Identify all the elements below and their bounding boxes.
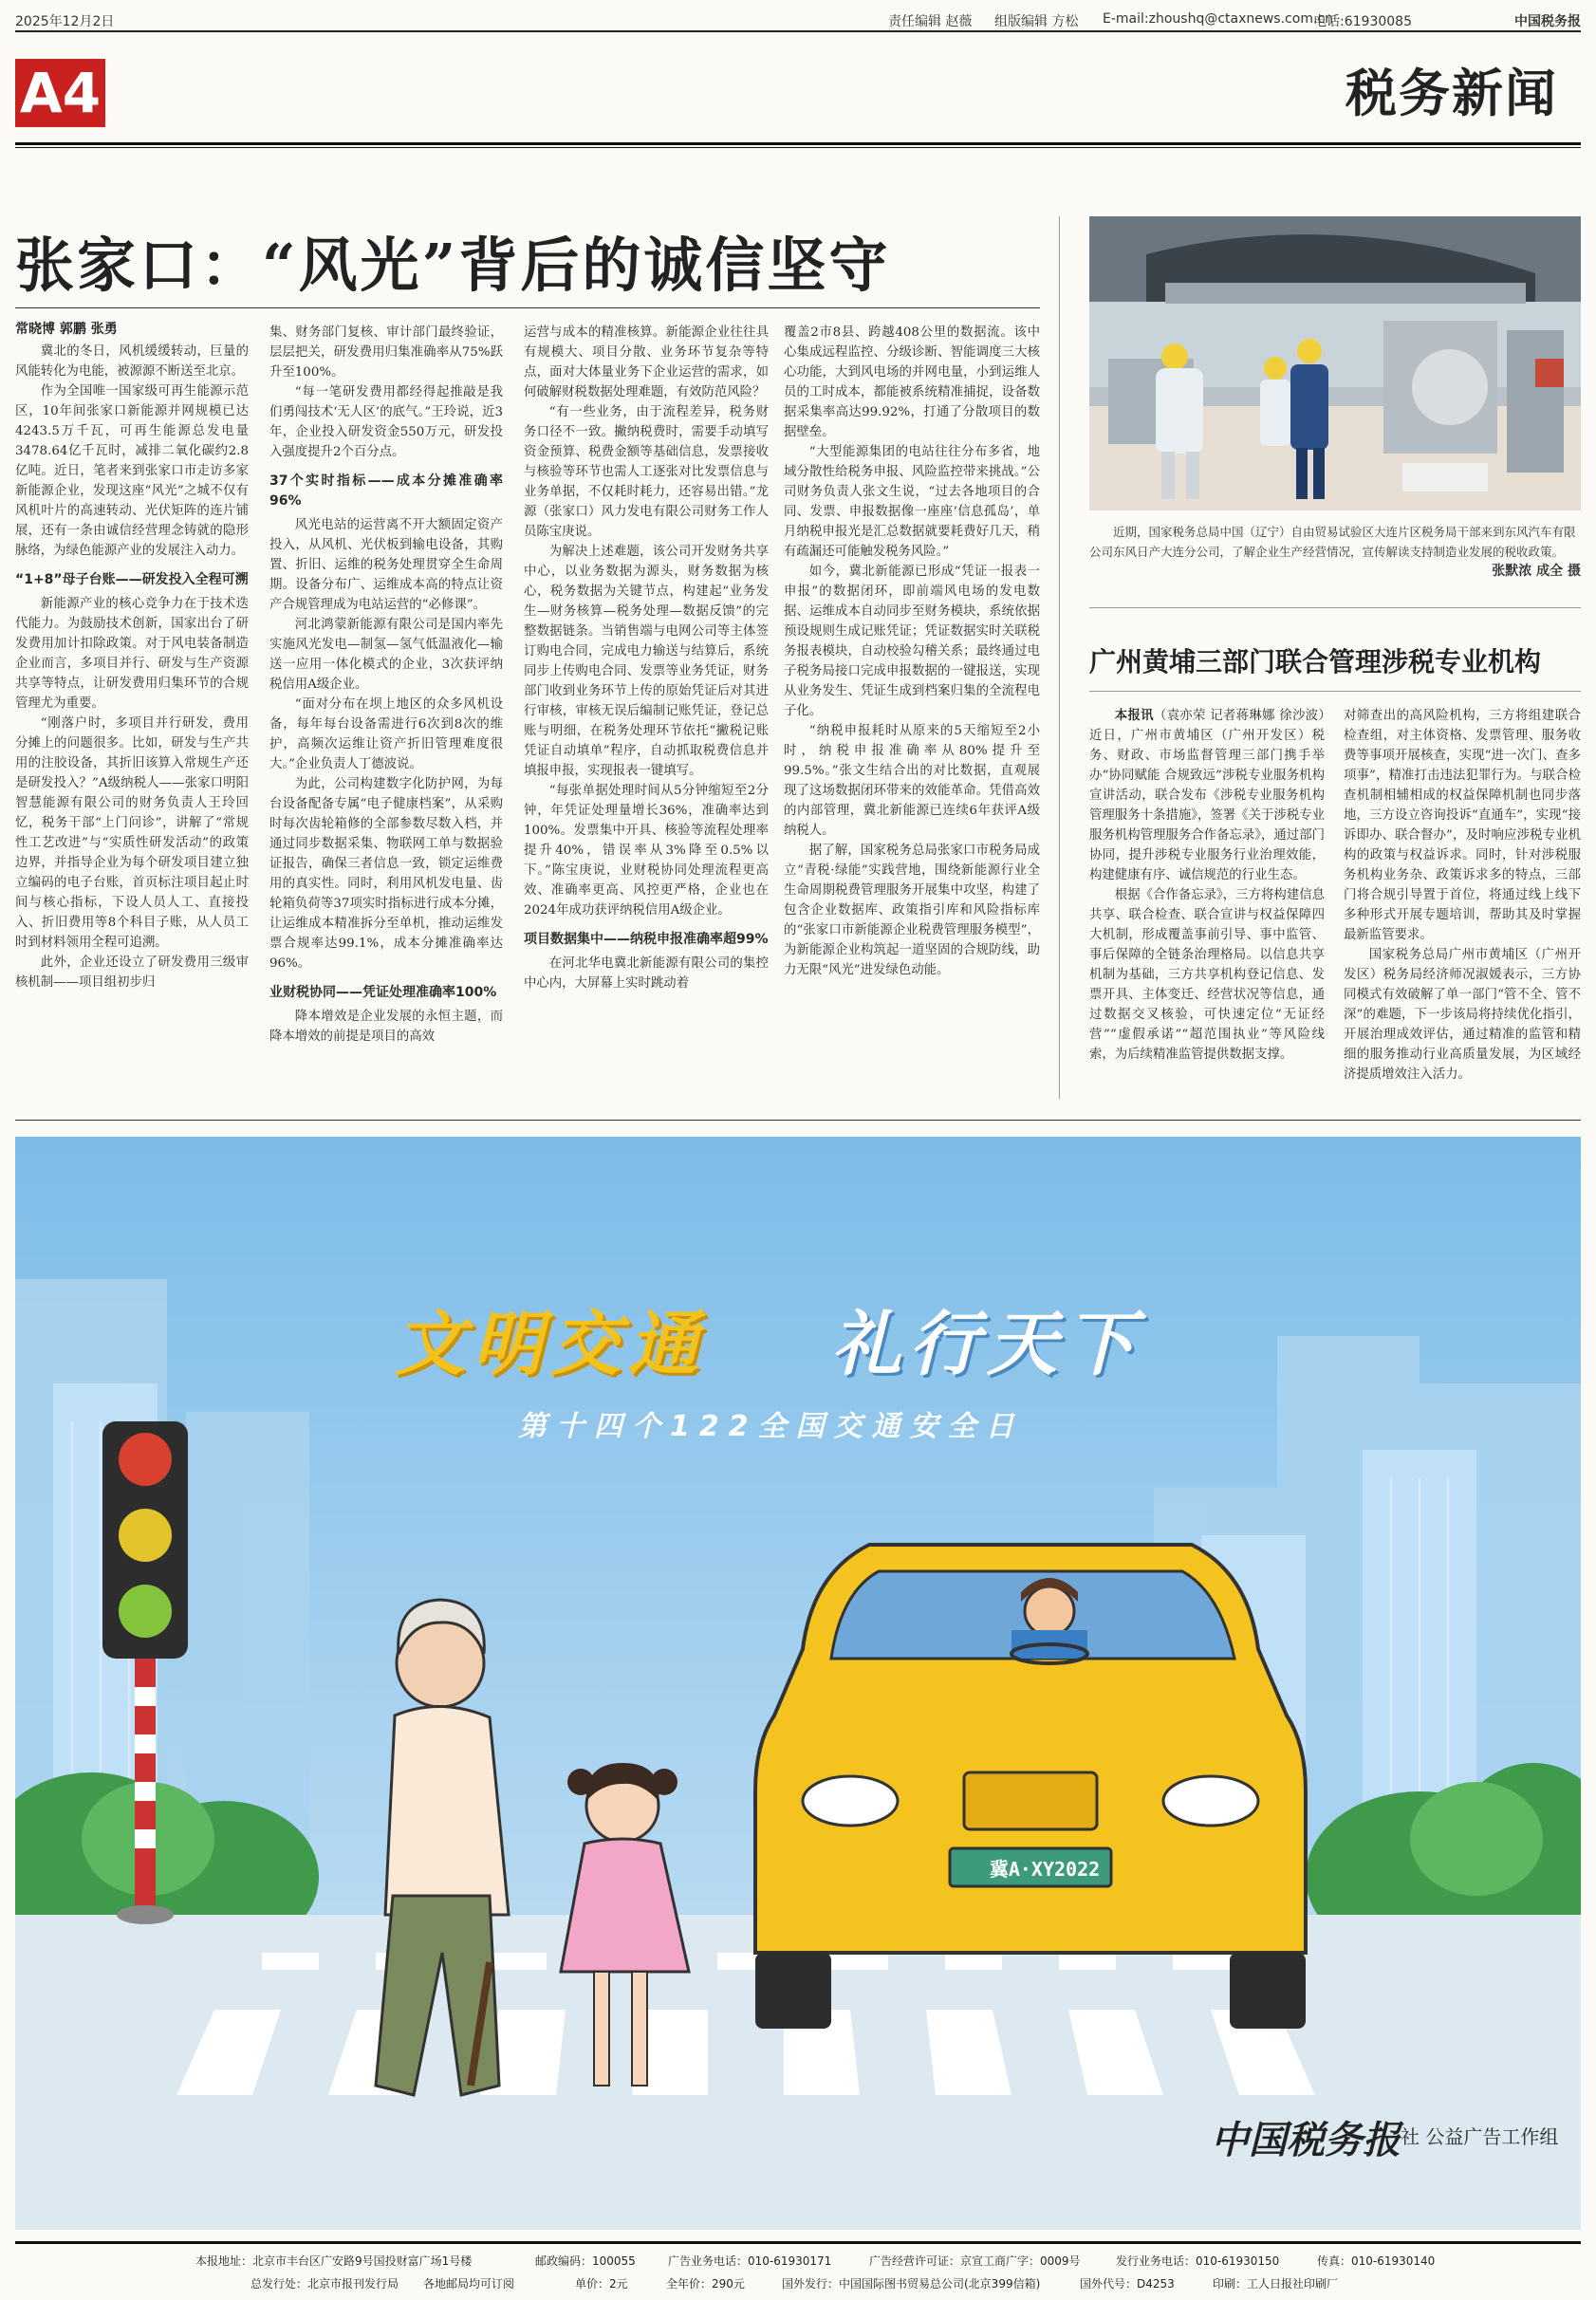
footer-printer: 印刷：工人日报社印刷厂 <box>1213 2277 1339 2291</box>
article-paragraph: 此外，企业还设立了研发费用三级审核机制——项目组初步归 <box>15 955 249 990</box>
footer-address: 本报地址：北京市丰台区广安路9号国投财富广场1号楼 <box>195 2254 473 2268</box>
subhead: 37个实时指标——成本分摊准确率96% <box>269 473 503 509</box>
photo-rule <box>1089 607 1581 608</box>
subhead: 业财税协同——凭证处理准确率100% <box>269 985 497 1000</box>
top-rule <box>15 30 1581 32</box>
photo-caption <box>1089 522 1581 582</box>
ad-title-b: 礼行天下 <box>831 1304 1142 1385</box>
footer-ad-phone: 广告业务电话：010-61930171 <box>668 2254 832 2268</box>
paper-name: 中国税务报 <box>1514 14 1581 29</box>
factory-photo-image <box>1089 216 1581 510</box>
article2-column-1 <box>1089 706 1325 1065</box>
news-photo <box>1089 216 1581 510</box>
article-column-1 <box>15 342 249 992</box>
article-paragraph: 集、财务部门复核、审计部门最终验证，层层把关，研发费用归集准确率从75%跃升至100%。 <box>269 325 503 380</box>
article2-para: 对筛查出的高风险机构，三方将组建联合检查组，对主体资格、发票管理、服务收费等事项开展核查，实现“进一次门、查多项事”，精准打击违法犯罪行为。与联合检查机制相辅相成的权益保障机制也同步落地，三方设立咨询投诉“直通车”，实现“接诉即办、联合督办”，及时响应涉税专业机构的政策与权益诉求。同时，针对涉税服务机构业务杂、政策诉求多的特点，三部门将合规引导置于首位，将通过线上线下多种形式开展专题培训，帮助其及时掌握最新监管要求。 <box>1344 709 1581 942</box>
article2-headline: 广州黄埔三部门联合管理涉税专业机构 <box>1089 646 1542 677</box>
page-number: A4 <box>15 59 105 127</box>
article-paragraph: 河北鸿蒙新能源有限公司是国内率先实施风光发电—制氢—氢气低温液化—输送一应用一体化模式的企业，3次获评纳税信用A级企业。 <box>269 618 503 692</box>
article-column-2 <box>269 323 503 1047</box>
footer-subscribe: 各地邮局均可订阅 <box>423 2277 515 2291</box>
ad-logo: 中国税务报 <box>1211 2118 1401 2162</box>
ad-top-rule <box>15 1120 1581 1121</box>
column-divider <box>1059 216 1060 1099</box>
photo-credit: 张默浓 成全 摄 <box>1492 564 1581 579</box>
article-byline: 常晓博 郭鹏 张勇 <box>15 322 118 337</box>
article-paragraph: 运营与成本的精准核算。新能源企业往往具有规模大、项目分散、业务环节复杂等特点，面对大体量业务下企业运营的需求，如何破解财税数据处理难题，有效防范风险？ <box>524 325 769 399</box>
article-column-4 <box>784 323 1040 980</box>
article-paragraph: 为此，公司构建数字化防护网，为每台设备配备专属“电子健康档案”，从采购时每次齿轮箱修的全部参数尽数入档，并通过同步数据采集、物联网工单与数据验证报告，确保三者信息一致，锁定运维费用的真实性。同时，利用风机发电量、齿轮箱负荷等37项实时指标进行成本分摊，让运维成本精准拆分至单机，推动运维发票合规率达99.1%，成本分摊准确率达96%。 <box>269 777 503 971</box>
article-paragraph: 在河北华电冀北新能源有限公司的集控中心内，大屏幕上实时跳动着 <box>524 956 769 991</box>
ad-subtitle: 第十四个122全国交通安全日 <box>518 1410 1024 1443</box>
article-paragraph: 覆盖2市8县、跨越408公里的数据流。该中心集成远程监控、分级诊断、智能调度三大核心功能，大到风电场的并网电量，小到运维人员的工时成本，都能被系统精准捕捉，设备数据采集率高达99.92%，打通了分散项目的数据壁垒。 <box>784 325 1040 439</box>
article2-para: 根据《合作备忘录》，三方将构建信息共享、联合检查、联合宣讲与权益保障四大机制，形成覆盖事前引导、事中监管、事后保障的全链条治理格局。以信息共享机制为基础，三方共享机构登记信息、发票开具、主体变迁、经营状况等信息，通过数据交叉核验，可快速定位“无证经营”“虚假承诺”“超范围执业”等风险线索，为后续精准监管提供数据支撑。 <box>1089 888 1325 1062</box>
footer-postcode: 邮政编码：100055 <box>535 2254 636 2268</box>
section-title: 税务新闻 <box>1345 63 1558 123</box>
article2-para: 国家税务总局广州市黄埔区（广州开发区）税务局经济师况淑媛表示，三方协同模式有效破解了单一部门“管不全、管不深”的难题，下一步该局将持续优化指引，开展治理成效评估，通过精准的监管和精细的服务推动行业高质量发展，为区域经济提质增效注入活力。 <box>1344 948 1581 1082</box>
article-paragraph: 为解决上述难题，该公司开发财务共享中心，以业务数据为源头，财务数据为核心，税务数据为关键节点，构建起“业务发生—财务核算—税务处理—数据反馈”的完整数据链条。当销售端与电网公司等主体签订购电合同，完成电力输送与结算后，系统同步上传购电合同、发票等业务凭证，财务部门收到业务环节上传的原始凭证后对其进行审核，审核无误后编制记账凭证，登记总账与明细，在税务处理环节依托“撇税记账凭证自动填单”程序，自动抓取税费信息并填报申报，实现报表一键填写。 <box>524 545 769 778</box>
footer-fax: 传真：010-61930140 <box>1317 2254 1436 2268</box>
footer-distributor: 总发行处：北京市报刊发行局 <box>251 2277 399 2291</box>
contact-email[interactable]: E-mail:zhoushq@ctaxnews.com.cn <box>1103 11 1333 27</box>
responsible-editor: 责任编辑 赵薇 <box>888 14 973 29</box>
subhead: “1+8”母子台账——研发投入全程可溯 <box>15 572 249 587</box>
footer-annual-price: 全年价：290元 <box>666 2277 745 2291</box>
article-column-3 <box>524 323 769 993</box>
public-service-ad <box>15 1137 1581 2230</box>
article-paragraph: “面对分布在坝上地区的众多风机设备，每年每台设备需进行6次到8次的维护，高频次运维让资产折旧管理难度很大。”企业负责人丁德波说。 <box>269 697 503 771</box>
contact-phone: 电话:61930085 <box>1313 14 1412 29</box>
footer-intl: 国外发行：中国国际图书贸易总公司(北京399信箱) <box>782 2277 1041 2291</box>
article2-lead-body: （袁亦荣 记者蒋琳娜 徐沙波）近日，广州市黄埔区（广州开发区）税务、财政、市场监督管理三部门携手举办“协同赋能 合规致远”涉税专业服务机构宣讲活动，联合发布《涉税专业服务机构管理服务十条措施》，签署《关于涉税专业服务机构管理服务合作备忘录》，通过部门协同，提升涉税专业服务行业治理效能，构建健康有序、诚信规范的行业生态。 <box>1089 709 1326 882</box>
masthead-strip <box>15 8 1581 28</box>
article-paragraph: “每一笔研发费用都经得起推敲是我们勇闯技术‘无人区’的底气。”王玲说，近3年，企业投入研发资金550万元，研发投入强度提升2个百分点。 <box>269 385 503 459</box>
photo-caption-text: 近期，国家税务总局中国（辽宁）自由贸易试验区大连片区税务局干部来到东风汽车有限公司东风日产大连分公司，了解企业生产经营情况，宣传解读支持制造业发展的税收政策。 <box>1089 525 1576 559</box>
ad-illustration <box>15 1137 1581 2230</box>
article-paragraph: 新能源产业的核心竞争力在于技术迭代能力。为鼓励技术创新，国家出台了研发费用加计扣除政策。对于风电装备制造企业而言，多项目并行、研发与生产资源共享等特点，让研发费用归集环节的合规管理尤为重要。 <box>15 597 249 711</box>
article-paragraph: 冀北的冬日，风机缓缓转动，巨量的风能转化为电能，被源源不断送至北京。 <box>15 344 249 379</box>
article-paragraph: “纳税申报耗时从原来的5天缩短至2小时，纳税申报准确率从80%提升至99.5%。”张文生结合出的对比数据，直观展现了这场数据闭环带来的效能革命。凭借高效的内部管理，冀北新能源已连续6年获评A级纳税人。 <box>784 724 1040 838</box>
article-paragraph: “大型能源集团的电站往往分布多省，地域分散性给税务申报、风险监控带来挑战。”公司财务负责人张文生说，“过去各地项目的合同、发票、申报数据像一座座‘信息孤岛’，单月纳税申报光是汇总数据就要耗费好几天，稍有疏漏还可能触发税务风险。” <box>784 445 1040 559</box>
article-paragraph: 作为全国唯一国家级可再生能源示范区，10年间张家口新能源并网规模已达4243.5万千瓦，可再生能源总发电量3478.64亿千瓦时，减排二氧化碳约2.8亿吨。近日，笔者来到张家口市走访多家新能源企业，发现这座“风光”之城不仅有风机叶片的高速转动、光伏矩阵的连片铺展，还有一条由诚信经营理念铸就的隐形脉络，为绿色能源产业的发展注入动力。 <box>15 384 249 558</box>
license-plate: 冀A·XY2022 <box>989 1858 1101 1881</box>
article-paragraph: “每张单据处理时间从5分钟缩短至2分钟，年凭证处理量增长36%，准确率达到100%。发票集中开具、核验等流程处理率提升40%，错误率从3%降至0.5%以下。”陈宝庚说，业财税协同处理流程更高效、准确率更高、风控更严格，企业也在2024年成功获评纳税信用A级企业。 <box>524 784 769 918</box>
article2-lead: 本报讯 <box>1114 709 1154 723</box>
footer-rule <box>15 2241 1581 2244</box>
footer-price: 单价：2元 <box>575 2277 628 2291</box>
article-paragraph: 降本增效是企业发展的永恒主题，而降本增效的前提是项目的高效 <box>269 1010 503 1044</box>
ad-logo-suffix: 社 公益广告工作组 <box>1401 2125 1559 2148</box>
article-paragraph: 据了解，国家税务总局张家口市税务局成立“青税·绿能”实践营地，围绕新能源行业全生命周期税费管理服务开展集中攻坚，构建了包含企业数据库、政策指引库和风险指标库的“张家口市新能源企业税费管理服务模型”，为新能源企业构筑起一道坚固的合规防线，助力无限“风光”进发绿色动能。 <box>784 844 1040 977</box>
footer-dist-phone: 发行业务电话：010-61930150 <box>1116 2254 1280 2268</box>
ad-title-a: 文明交通 <box>395 1304 706 1385</box>
section-rule <box>15 142 1581 148</box>
article2-rule <box>1089 691 1581 692</box>
article-paragraph: “有一些业务，由于流程差异，税务财务口径不一致。撇纳税费时，需要手动填写资金预算、税费金额等基础信息，发票接收与核验等环节也需人工逐张对比发票信息与业务单据，不仅耗时耗力，还容易出错。”龙源（张家口）风力发电有限公司财务工作人员陈宝庚说。 <box>524 405 769 539</box>
subhead: 项目数据集中——纳税申报准确率超99% <box>524 932 769 947</box>
footer-intl-code: 国外代号：D4253 <box>1080 2277 1175 2291</box>
headline-rule <box>15 307 1040 308</box>
footer-license: 广告经营许可证：京宣工商广字：0009号 <box>869 2254 1081 2268</box>
article-paragraph: 风光电站的运营离不开大额固定资产投入，从风机、光伏板到输电设备，其购置、折旧、运维的税务处理贯穿全生命周期。设备分布广、运维成本高的特点让资产合规管理成为电站运营的“必修课”。 <box>269 518 503 612</box>
layout-editor: 组版编辑 方松 <box>994 14 1079 29</box>
article-paragraph: 如今，冀北新能源已形成“凭证一报表一申报”的数据闭环，即前端风电场的发电数据、运维成本自动同步至财务模块，系统依据预设规则生成记账凭证；凭证数据实时关联税务报表模块，自动校验勾稽关系；最终通过电子税务局接口完成申报数据的一键报送，实现从业务发生、凭证生成到档案归集的全流程电子化。 <box>784 565 1040 718</box>
article-headline: 张家口：“风光”背后的诚信坚守 <box>15 231 891 300</box>
article-paragraph: “刚落户时，多项目并行研发，费用分摊上的问题很多。比如，研发与生产共用的注胶设备，其折旧该算入常规生产还是研发投入？”A级纳税人——张家口明阳智慧能源有限公司的财务负责人王玲回忆，税务干部“上门问诊”，讲解了“常规性工艺改进”与“实质性研发活动”的政策边界，并指导企业为每个研发项目建立独立编码的电子台账，首页标注项目起止时间与核心指标，下设人员人工、直接投入、折旧费用等8个科目子账，从人员工时到材料领用全程可追溯。 <box>15 716 249 950</box>
issue-date: 2025年12月2日 <box>15 14 115 29</box>
article2-column-2 <box>1344 706 1581 1085</box>
